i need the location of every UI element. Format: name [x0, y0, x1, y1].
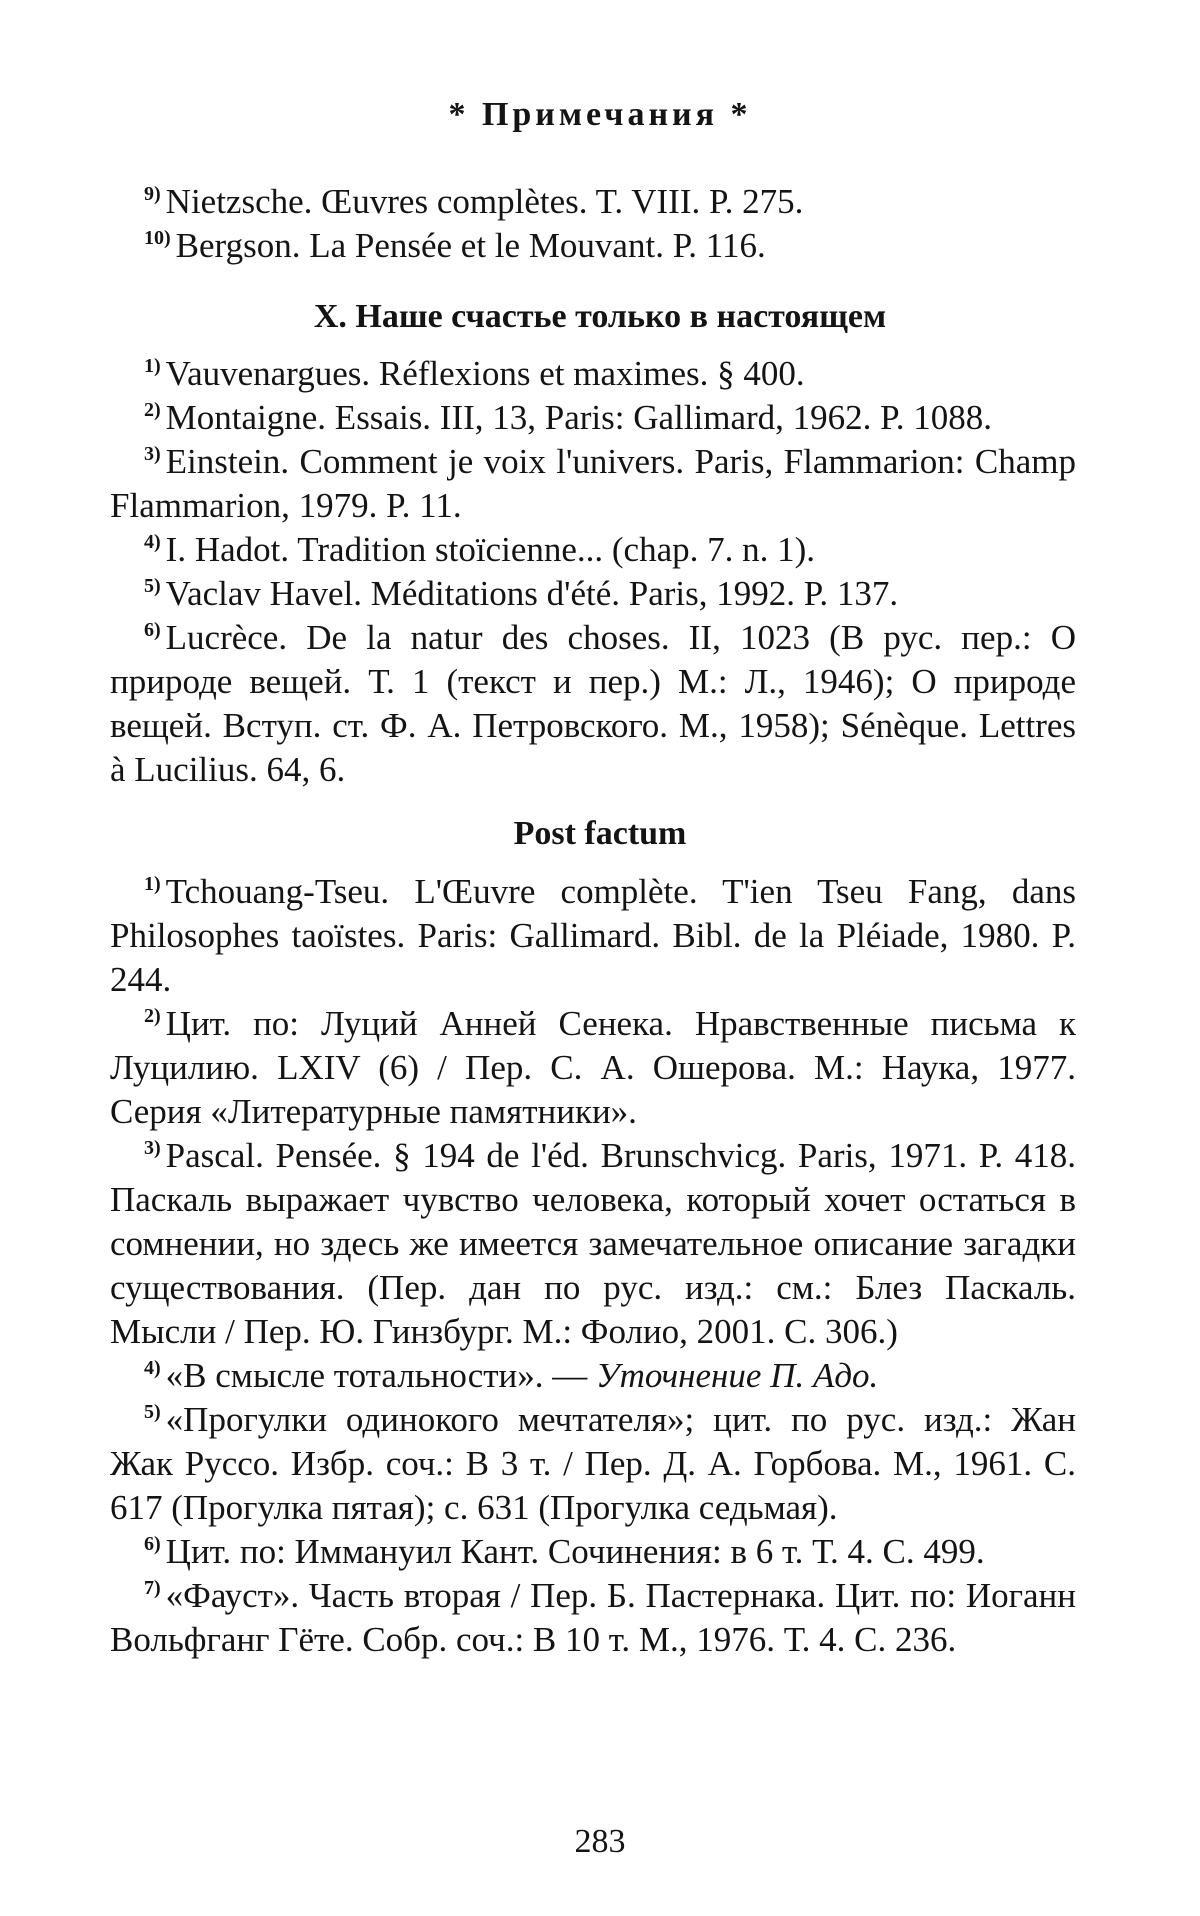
- footnote-number: 7): [144, 1577, 161, 1599]
- footnote-text: «Прогулки одинокого мечтателя»; цит. по рус. изд.: Жан Жак Руссо. Избр. соч.: В 3 т. / Пер. Д. А. Горбова. М., 1961. С. 617 (Прогулка пятая); с. 631 (Прогулка седьмая).: [110, 1400, 1076, 1527]
- footnote-number: 4): [144, 1357, 161, 1379]
- footnote: [110, 180, 1076, 224]
- footnote-text: Цит. по: Иммануил Кант. Сочинения: в 6 т. Т. 4. С. 499.: [165, 1532, 985, 1571]
- footnote: [110, 440, 1076, 528]
- notes-list-chapter-x: [110, 352, 1076, 792]
- footnote: [110, 1134, 1076, 1354]
- footnote-source: Уточнение П. Адо.: [596, 1356, 879, 1395]
- footnote-text: Tchouang-Tseu. L'Œuvre complète. T'ien Tseu Fang, dans Philosophes taoïstes. Paris: Gallimard. Bibl. de la Pléiade, 1980. P. 244.: [110, 872, 1076, 999]
- footnote: [110, 1398, 1076, 1530]
- footnote: [110, 1574, 1076, 1662]
- section-title: Post factum: [513, 815, 687, 852]
- footnote-text: «Фауст». Часть вторая / Пер. Б. Пастернака. Цит. по: Иоганн Вольфганг Гёте. Собр. соч.: В 10 т. М., 1976. Т. 4. С. 236.: [110, 1576, 1076, 1659]
- footnote: [110, 528, 1076, 572]
- footnote-number: 1): [144, 355, 161, 377]
- footnote-number: 6): [144, 619, 161, 641]
- footnote-number: 1): [144, 873, 161, 895]
- footnote: [110, 1530, 1076, 1574]
- page-number: 283: [574, 1823, 626, 1860]
- footnote: [110, 352, 1076, 396]
- footnote-text: Montaigne. Essais. III, 13, Paris: Gallimard, 1962. P. 1088.: [165, 398, 992, 437]
- footnote-text: Цит. по: Луций Анней Сенека. Нравственные письма к Луцилию. LXIV (6) / Пер. С. А. Ошерова. М.: Наука, 1977. Серия «Литературные памятники».: [110, 1004, 1076, 1131]
- footnote: [110, 1354, 1076, 1398]
- footnote-number: 3): [144, 1137, 161, 1159]
- running-head: * Примечания *: [448, 96, 752, 133]
- footnote-number: 4): [144, 531, 161, 553]
- footnote: [110, 224, 1076, 268]
- footnote-number: 6): [144, 1533, 161, 1555]
- footnote-number: 10): [144, 227, 171, 249]
- footnote: [110, 572, 1076, 616]
- footnote-text: Vauvenargues. Réflexions et maximes. § 400.: [165, 354, 805, 393]
- notes-list-continued: [110, 180, 1076, 268]
- footnote-number: 5): [144, 575, 161, 597]
- footnote-number: 3): [144, 443, 161, 465]
- footnote: [110, 870, 1076, 1002]
- notes-list-post-factum: [110, 870, 1076, 1662]
- footnote-text: Lucrèce. De la natur des choses. II, 1023 (В рус. пер.: О природе вещей. Т. 1 (текст и пер.) М.: Л., 1946); О природе вещей. Вступ. ст. Ф. А. Петровского. М., 1958); Sénèque. Lettres à Lucilius. 64, 6.: [110, 618, 1076, 789]
- footnote-number: 5): [144, 1401, 161, 1423]
- footnote: [110, 1002, 1076, 1134]
- footnote-text: Vaclav Havel. Méditations d'été. Paris, 1992. P. 137.: [165, 574, 899, 613]
- footnote-number: 2): [144, 399, 161, 421]
- footnote-text: Pascal. Pensée. § 194 de l'éd. Brunschvicg. Paris, 1971. P. 418. Паскаль выражает чувство человека, который хочет остаться в сомнении, но здесь же имеется замечательное описание загадки существования. (Пер. дан по рус. изд.: см.: Блез Паскаль. Мысли / Пер. Ю. Гинзбург. М.: Фолио, 2001. С. 306.): [110, 1136, 1076, 1351]
- footnote-text: Nietzsche. Œuvres complètes. T. VIII. P. 275.: [165, 182, 804, 221]
- footnote: [110, 616, 1076, 792]
- footnote: [110, 396, 1076, 440]
- footnote-text: I. Hadot. Tradition stoïcienne... (chap. 7. n. 1).: [165, 530, 816, 569]
- footnote-number: 2): [144, 1005, 161, 1027]
- footnote-text: Einstein. Comment je voix l'univers. Paris, Flammarion: Champ Flammarion, 1979. P. 11.: [110, 442, 1076, 525]
- footnote-number: 9): [144, 183, 161, 205]
- footnote-text: «В смысле тотальности». —: [165, 1356, 597, 1395]
- footnote-text: Bergson. La Pensée et le Mouvant. P. 116.: [175, 226, 766, 265]
- section-title: X. Наше счастье только в настоящем: [313, 298, 887, 335]
